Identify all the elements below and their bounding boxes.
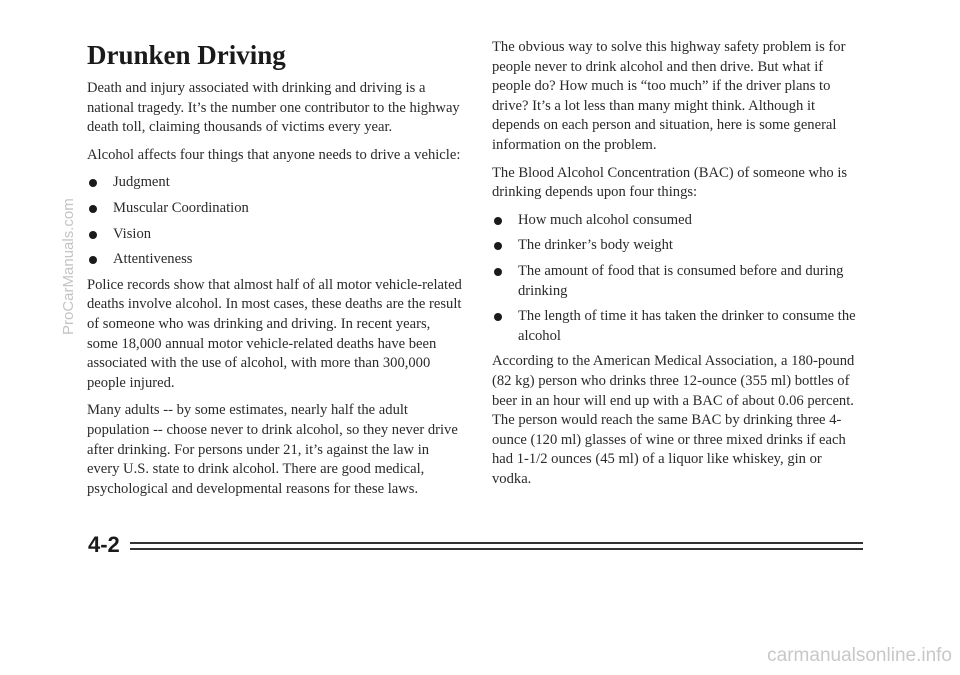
bullet-icon <box>494 217 502 225</box>
list-item: How much alcohol consumed <box>492 211 862 231</box>
bullet-icon <box>89 231 97 239</box>
side-watermark: ProCarManuals.com <box>60 198 77 335</box>
list-item: Judgment <box>87 173 462 193</box>
list-item: The amount of food that is consumed before and during drinking <box>492 262 862 301</box>
adults-paragraph: Many adults -- by some estimates, nearly half the adult population -- choose never to drink alcohol, so they never drive after drinking. For persons under 21, it’s against the law in every U.S. state to drink alcohol. There are good medical, psychological and developmental reasons for these laws. <box>87 402 458 497</box>
bullet-icon <box>494 313 502 321</box>
footer-rule <box>130 542 863 544</box>
bullet-icon <box>494 268 502 276</box>
police-records-paragraph: Police records show that almost half of all motor vehicle-related deaths involve alcohol. In most cases, these deaths are the result of someone who was drinking and driving. In recent years, some 18,000 annual motor vehicle-related deaths have been associated with the use of alcohol, with more than 300,000 people injured. <box>87 276 462 391</box>
alcohol-affects-paragraph: Alcohol affects four things that anyone needs to drive a vehicle: <box>87 146 461 163</box>
solution-paragraph: The obvious way to solve this highway safety problem is for people never to drink alcohol and then drive. But what if people do? How much is “too much” if the driver plans to drive? It’s a lot less than many might think. Although it depends on each person and situation, here is some general information on the problem. <box>492 39 846 153</box>
bac-paragraph: The Blood Alcohol Concentration (BAC) of someone who is drinking depends upon four things: <box>492 164 848 201</box>
page-number: 4-2 <box>88 532 120 557</box>
list-item: Muscular Coordination <box>87 199 462 219</box>
bac-factors-list <box>492 211 862 347</box>
list-item: The length of time it has taken the drinker to consume the alcohol <box>492 307 862 346</box>
affects-list <box>87 173 462 269</box>
list-item: Vision <box>87 225 462 245</box>
ama-paragraph: According to the American Medical Association, a 180-pound (82 kg) person who drinks three 12-ounce (355 ml) bottles of beer in an hour will end up with a BAC of about 0.06 percent. The person would reach the same BAC by drinking three 4-ounce (120 ml) glasses of wine or three mixed drinks if each had 1-1/2 ounces (45 ml) of a liquor like whiskey, gin or vodka. <box>492 353 855 487</box>
list-item: Attentiveness <box>87 250 462 270</box>
bullet-icon <box>89 256 97 264</box>
page-footer <box>88 532 863 562</box>
list-item: The drinker’s body weight <box>492 236 862 256</box>
section-title: Drunken Driving <box>87 40 286 70</box>
left-column <box>87 40 462 507</box>
right-column <box>492 38 862 497</box>
bottom-watermark: carmanualsonline.info <box>767 645 952 666</box>
intro-paragraph: Death and injury associated with drinking and driving is a national tragedy. It’s the number one contributor to the highway death toll, claiming thousands of victims every year. <box>87 80 460 136</box>
bullet-icon <box>89 179 97 187</box>
bullet-icon <box>494 242 502 250</box>
footer-rule <box>130 548 863 550</box>
bullet-icon <box>89 205 97 213</box>
